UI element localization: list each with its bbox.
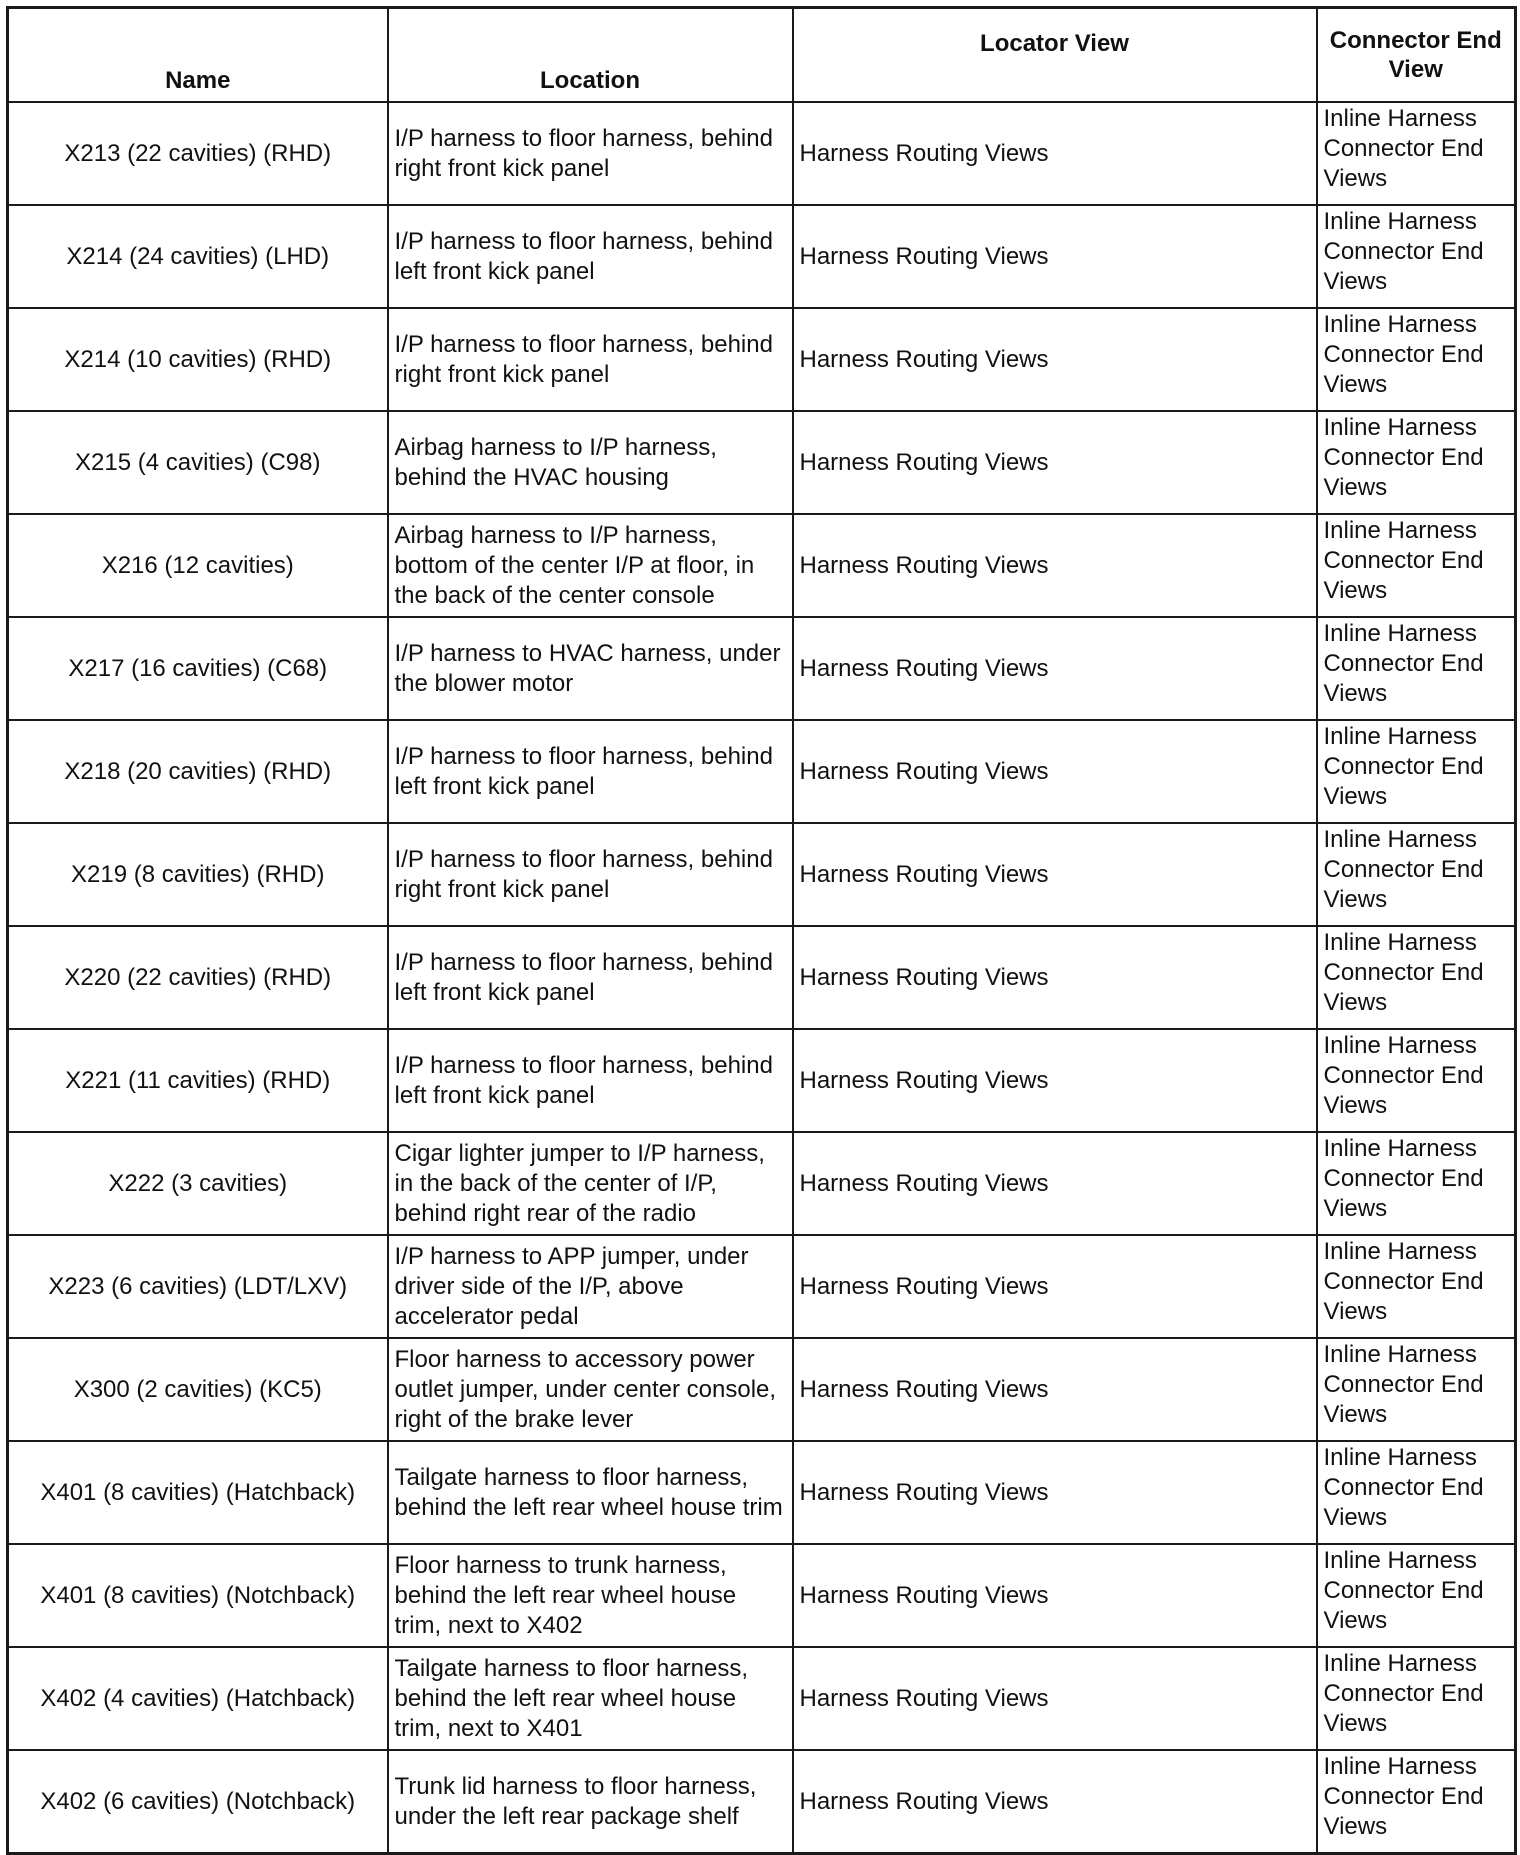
cell-location: I/P harness to floor harness, behind left front kick panel	[388, 1029, 793, 1132]
cell-name: X216 (12 cavities)	[8, 514, 388, 617]
table-row	[8, 1544, 1516, 1647]
cell-connector-end-view-link[interactable]: Inline Harness Connector End Views	[1317, 1544, 1516, 1647]
cell-locator-view-link[interactable]: Harness Routing Views	[793, 411, 1317, 514]
cell-name: X220 (22 cavities) (RHD)	[8, 926, 388, 1029]
cell-name: X401 (8 cavities) (Notchback)	[8, 1544, 388, 1647]
cell-name: X218 (20 cavities) (RHD)	[8, 720, 388, 823]
table-row	[8, 1029, 1516, 1132]
cell-connector-end-view-link[interactable]: Inline Harness Connector End Views	[1317, 102, 1516, 205]
cell-name: X221 (11 cavities) (RHD)	[8, 1029, 388, 1132]
cell-connector-end-view-link[interactable]: Inline Harness Connector End Views	[1317, 926, 1516, 1029]
cell-name: X300 (2 cavities) (KC5)	[8, 1338, 388, 1441]
cell-location: Trunk lid harness to floor harness, under the left rear package shelf	[388, 1750, 793, 1854]
cell-location: I/P harness to floor harness, behind right front kick panel	[388, 102, 793, 205]
table-row	[8, 1235, 1516, 1338]
cell-connector-end-view-link[interactable]: Inline Harness Connector End Views	[1317, 823, 1516, 926]
cell-connector-end-view-link[interactable]: Inline Harness Connector End Views	[1317, 720, 1516, 823]
cell-location: Airbag harness to I/P harness, behind the HVAC housing	[388, 411, 793, 514]
header-connector-end-view: Connector End View	[1317, 8, 1516, 103]
cell-location: Airbag harness to I/P harness, bottom of the center I/P at floor, in the back of the center console	[388, 514, 793, 617]
cell-location: I/P harness to floor harness, behind left front kick panel	[388, 926, 793, 1029]
cell-connector-end-view-link[interactable]: Inline Harness Connector End Views	[1317, 1338, 1516, 1441]
cell-locator-view-link[interactable]: Harness Routing Views	[793, 1441, 1317, 1544]
cell-name: X222 (3 cavities)	[8, 1132, 388, 1235]
cell-connector-end-view-link[interactable]: Inline Harness Connector End Views	[1317, 1441, 1516, 1544]
cell-connector-end-view-link[interactable]: Inline Harness Connector End Views	[1317, 1647, 1516, 1750]
cell-locator-view-link[interactable]: Harness Routing Views	[793, 1750, 1317, 1854]
cell-name: X213 (22 cavities) (RHD)	[8, 102, 388, 205]
cell-locator-view-link[interactable]: Harness Routing Views	[793, 514, 1317, 617]
cell-name: X402 (6 cavities) (Notchback)	[8, 1750, 388, 1854]
header-locator-view: Locator View	[793, 8, 1317, 103]
cell-location: I/P harness to floor harness, behind right front kick panel	[388, 308, 793, 411]
cell-connector-end-view-link[interactable]: Inline Harness Connector End Views	[1317, 205, 1516, 308]
table-row	[8, 1647, 1516, 1750]
connector-table-sheet	[6, 6, 1514, 1855]
table-row	[8, 1441, 1516, 1544]
cell-locator-view-link[interactable]: Harness Routing Views	[793, 617, 1317, 720]
table-row	[8, 205, 1516, 308]
table-row	[8, 823, 1516, 926]
cell-name: X217 (16 cavities) (C68)	[8, 617, 388, 720]
cell-locator-view-link[interactable]: Harness Routing Views	[793, 205, 1317, 308]
cell-locator-view-link[interactable]: Harness Routing Views	[793, 1544, 1317, 1647]
cell-location: Tailgate harness to floor harness, behind the left rear wheel house trim, next to X401	[388, 1647, 793, 1750]
cell-locator-view-link[interactable]: Harness Routing Views	[793, 926, 1317, 1029]
cell-locator-view-link[interactable]: Harness Routing Views	[793, 1132, 1317, 1235]
table-row	[8, 926, 1516, 1029]
cell-location: I/P harness to APP jumper, under driver side of the I/P, above accelerator pedal	[388, 1235, 793, 1338]
cell-location: I/P harness to floor harness, behind right front kick panel	[388, 823, 793, 926]
cell-location: Floor harness to trunk harness, behind the left rear wheel house trim, next to X402	[388, 1544, 793, 1647]
cell-name: X401 (8 cavities) (Hatchback)	[8, 1441, 388, 1544]
cell-connector-end-view-link[interactable]: Inline Harness Connector End Views	[1317, 411, 1516, 514]
table-row	[8, 308, 1516, 411]
cell-name: X402 (4 cavities) (Hatchback)	[8, 1647, 388, 1750]
header-location: Location	[388, 8, 793, 103]
cell-name: X214 (10 cavities) (RHD)	[8, 308, 388, 411]
cell-location: I/P harness to floor harness, behind left front kick panel	[388, 720, 793, 823]
cell-location: Cigar lighter jumper to I/P harness, in the back of the center of I/P, behind right rear of the radio	[388, 1132, 793, 1235]
cell-location: I/P harness to HVAC harness, under the blower motor	[388, 617, 793, 720]
cell-location: I/P harness to floor harness, behind left front kick panel	[388, 205, 793, 308]
table-body	[8, 102, 1516, 1854]
header-name: Name	[8, 8, 388, 103]
table-row	[8, 720, 1516, 823]
table-row	[8, 1132, 1516, 1235]
table-row	[8, 411, 1516, 514]
table-row	[8, 617, 1516, 720]
table-header-row	[8, 8, 1516, 103]
cell-connector-end-view-link[interactable]: Inline Harness Connector End Views	[1317, 514, 1516, 617]
cell-name: X223 (6 cavities) (LDT/LXV)	[8, 1235, 388, 1338]
table-row	[8, 514, 1516, 617]
cell-connector-end-view-link[interactable]: Inline Harness Connector End Views	[1317, 1235, 1516, 1338]
cell-locator-view-link[interactable]: Harness Routing Views	[793, 102, 1317, 205]
cell-locator-view-link[interactable]: Harness Routing Views	[793, 823, 1317, 926]
cell-locator-view-link[interactable]: Harness Routing Views	[793, 720, 1317, 823]
table-row	[8, 1338, 1516, 1441]
cell-locator-view-link[interactable]: Harness Routing Views	[793, 1029, 1317, 1132]
cell-connector-end-view-link[interactable]: Inline Harness Connector End Views	[1317, 1750, 1516, 1854]
cell-locator-view-link[interactable]: Harness Routing Views	[793, 1235, 1317, 1338]
cell-name: X219 (8 cavities) (RHD)	[8, 823, 388, 926]
cell-connector-end-view-link[interactable]: Inline Harness Connector End Views	[1317, 308, 1516, 411]
cell-locator-view-link[interactable]: Harness Routing Views	[793, 308, 1317, 411]
cell-name: X214 (24 cavities) (LHD)	[8, 205, 388, 308]
cell-connector-end-view-link[interactable]: Inline Harness Connector End Views	[1317, 1029, 1516, 1132]
table-row	[8, 1750, 1516, 1854]
cell-locator-view-link[interactable]: Harness Routing Views	[793, 1647, 1317, 1750]
cell-connector-end-view-link[interactable]: Inline Harness Connector End Views	[1317, 617, 1516, 720]
connector-table	[6, 6, 1517, 1855]
cell-location: Floor harness to accessory power outlet jumper, under center console, right of the brake lever	[388, 1338, 793, 1441]
cell-locator-view-link[interactable]: Harness Routing Views	[793, 1338, 1317, 1441]
cell-name: X215 (4 cavities) (C98)	[8, 411, 388, 514]
cell-connector-end-view-link[interactable]: Inline Harness Connector End Views	[1317, 1132, 1516, 1235]
table-row	[8, 102, 1516, 205]
cell-location: Tailgate harness to floor harness, behind the left rear wheel house trim	[388, 1441, 793, 1544]
